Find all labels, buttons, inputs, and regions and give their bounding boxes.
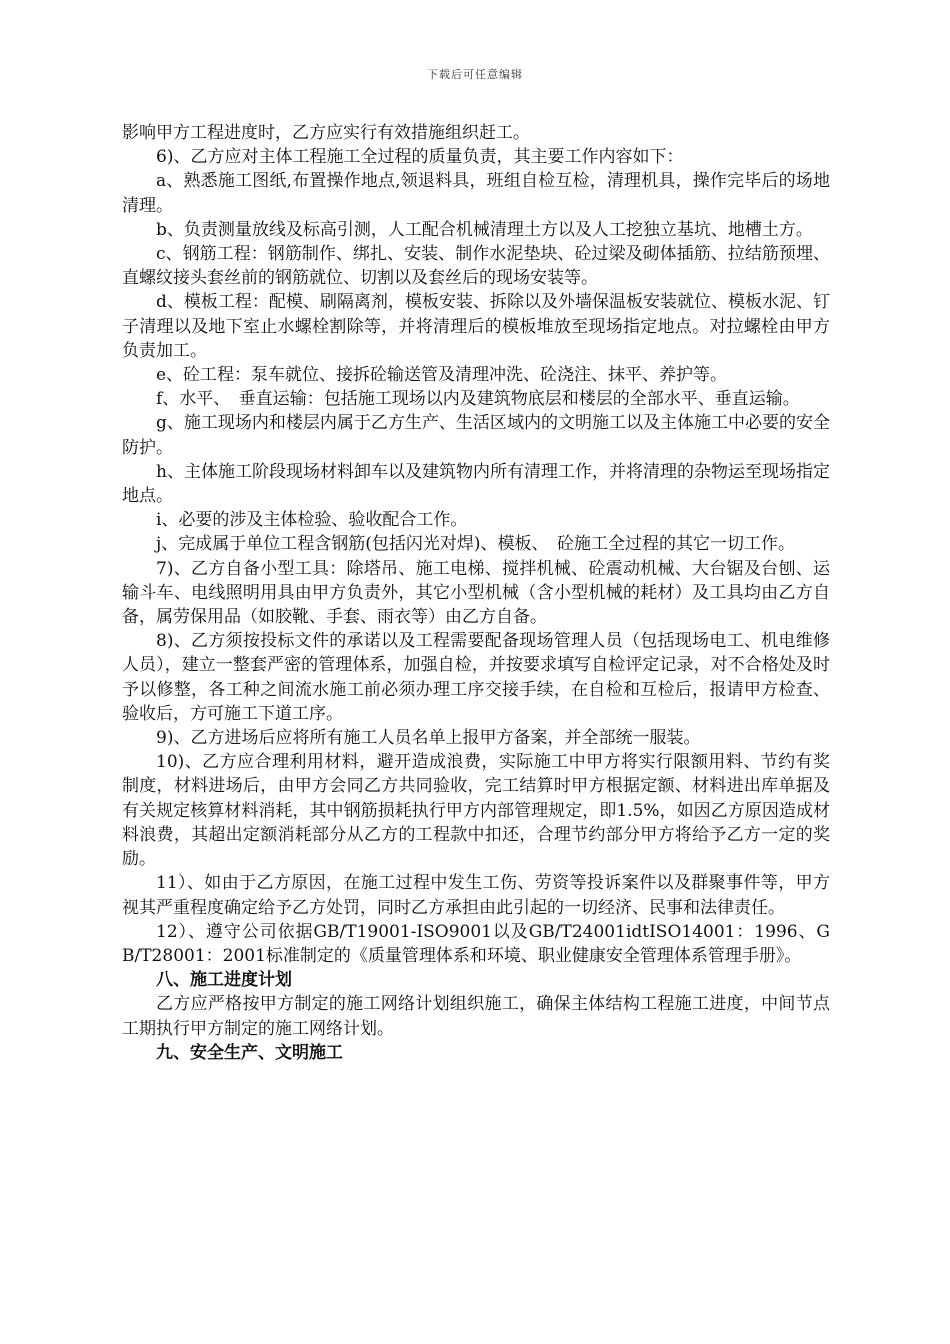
section-heading: 八、施工进度计划 [156,970,292,991]
paragraph: j、完成属于单位工程含钢筋(包括闪光对焊)、模板、 砼施工全过程的其它一切工作。 [156,534,796,555]
paragraph: 7)、乙方自备小型工具：除塔吊、施工电梯、搅拌机械、砼震动机械、大台锯及台刨、运输斗车、电线照明用具由甲方负责外，其它小型机械（含小型机械的耗材）及工具均由乙方自备，属劳保用品（如胶靴、手套、雨衣等）由乙方自备。 [122,558,830,628]
paragraph: f、水平、 垂直运输：包括施工现场以内及建筑物底层和楼层的全部水平、垂直运输。 [156,389,800,410]
paragraph: 影响甲方工程进度时，乙方应实行有效措施组织赶工。 [122,123,530,143]
document-body [122,121,830,1065]
section-heading: 九、安全生产、文明施工 [156,1042,343,1063]
paragraph: 9)、乙方进场后应将所有施工人员名单上报甲方备案，并全部统一服装。 [156,728,701,749]
paragraph: 10)、乙方应合理利用材料，避开造成浪费，实际施工中甲方将实行限额用料、节约有奖制度，材料进场后，由甲方会同乙方共同验收，完工结算时甲方根据定额、材料进出库单据及有关规定核算材料消耗，其中钢筋损耗执行甲方内部管理规定，即1.5%，如因乙方原因造成材料浪费，其超出定额消耗部分从乙方的工程款中扣还，合理节约部分甲方将给予乙方一定的奖励。 [122,752,830,870]
paragraph: 乙方应严格按甲方制定的施工网络计划组织施工，确保主体结构工程施工进度，中间节点工期执行甲方制定的施工网络计划。 [122,994,830,1039]
header-note: 下载后可任意编辑 [427,68,523,81]
paragraph: g、施工现场内和楼层内属于乙方生产、生活区域内的文明施工以及主体施工中必要的安全防护。 [122,413,830,458]
paragraph: 11）、如由于乙方原因，在施工过程中发生工伤、劳资等投诉案件以及群聚事件等，甲方视其严重程度确定给予乙方处罚，同时乙方承担由此引起的一切经济、民事和法律责任。 [122,873,830,918]
paragraph: e、砼工程：泵车就位、接拆砼输送管及清理冲洗、砼浇注、抹平、养护等。 [156,365,728,386]
paragraph: 8)、乙方须按投标文件的承诺以及工程需要配备现场管理人员（包括现场电工、机电维修人员），建立一整套严密的管理体系，加强自检，并按要求填写自检评定记录，对不合格处及时予以修整，各工种之间流水施工前必须办理工序交接手续，在自检和互检后，报请甲方检查、验收后，方可施工下道工序。 [122,631,830,724]
paragraph: d、模板工程：配模、刷隔离剂，模板安装、拆除以及外墙保温板安装就位、模板水泥、钉子清理以及地下室止水螺栓割除等，并将清理后的模板堆放至现场指定地点。对拉螺栓由甲方负责加工。 [122,292,830,361]
paragraph: a、熟悉施工图纸,布置操作地点,领退料具，班组自检互检，清理机具，操作完毕后的场地清理。 [122,171,830,216]
paragraph: h、主体施工阶段现场材料卸车以及建筑物内所有清理工作，并将清理的杂物运至现场指定地点。 [122,461,830,507]
paragraph: i、必要的涉及主体检验、验收配合工作。 [156,510,468,531]
paragraph: b、负责测量放线及标高引测，人工配合机械清理土方以及人工挖独立基坑、地槽土方。 [156,219,813,240]
paragraph: c、钢筋工程：钢筋制作、绑扎、安装、制作水泥垫块、砼过梁及砌体插筋、拉结筋预埋、直螺纹接头套丝前的钢筋就位、切割以及套丝后的现场安装等。 [122,244,830,289]
paragraph: 6)、乙方应对主体工程施工全过程的质量负责，其主要工作内容如下： [156,147,684,168]
paragraph: 12）、遵守公司依据GB/T19001-ISO9001以及GB/T24001idtISO14001：1996、GB/T28001：2001标准制定的《质量管理体系和环境、职业健康安全管理体系管理手册》。 [122,921,830,966]
